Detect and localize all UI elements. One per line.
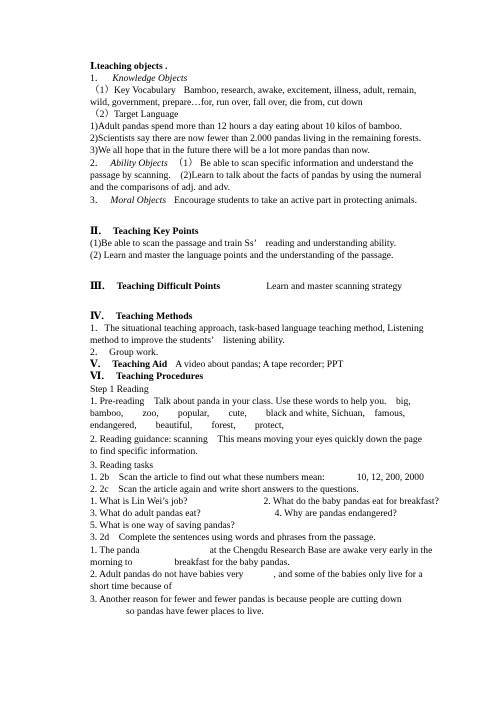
section-5-title: Ⅴ． Teaching Aid [90, 359, 168, 370]
question: 1. What is Lin Wei’s job? [90, 496, 188, 507]
body-text: （1） Be able to scan specific information and understand the [173, 158, 414, 169]
sentence-1 [90, 545, 433, 556]
step-heading: Step 1 Reading [90, 384, 149, 395]
sentence-1-cont [90, 557, 420, 568]
section-4-title: Ⅳ． Teaching Methods [90, 311, 193, 322]
sentence-text: 3. Another reason for fewer and fewer pandas is because people are cutting down [90, 594, 402, 605]
body-text: 1. Pre-reading Talk about panda in your class. Use these words to help you. big, [90, 396, 411, 407]
vocabulary-words: Bamboo, research, awake, excitement, illness, adult, remain, [183, 85, 417, 96]
target-sentence: 3)We all hope that in the future there will be a lot more pandas than now. [90, 145, 370, 156]
body-text: to find specific information. [90, 446, 198, 457]
sentence-text: breakfast for the baby pandas. [174, 557, 290, 568]
body-text: Learn and master scanning strategy [266, 281, 403, 292]
question: 4. Why are pandas endangered? [274, 508, 397, 519]
body-text: Encourage students to take an active part in protecting animals. [174, 195, 418, 206]
item-number: 3． [90, 195, 105, 206]
question: 3. What do adult pandas eat? [90, 508, 201, 519]
body-text: 2. Reading guidance: scanning This means moving your eyes quickly down the page [90, 434, 422, 445]
key-vocabulary-line [90, 85, 420, 96]
subheading-label: Moral Objects [110, 195, 167, 206]
item-number: 2． [90, 158, 105, 169]
knowledge-objects-heading [90, 73, 420, 84]
sentence-text: short time because of [90, 581, 172, 592]
subheading-label: Ability Objects [110, 158, 168, 169]
target-sentence: 2)Scientists say there are now fewer than 2.000 pandas living in the remaining forests. [90, 133, 422, 144]
body-text: 3. 2d Complete the sentences using words and phrases from the passage. [90, 532, 376, 543]
target-language-heading: （2）Target Language [90, 109, 179, 120]
section-5-line [90, 359, 420, 370]
section-6-title: Ⅵ． Teaching Procedures [90, 371, 204, 382]
sentence-text: so pandas have fewer places to live. [126, 606, 264, 617]
sentence-text: morning to [90, 557, 133, 568]
sentence-2 [90, 569, 423, 580]
item-number: （1） [90, 85, 114, 96]
subheading-label: Knowledge Objects [112, 73, 188, 84]
ability-objects-line [90, 158, 420, 169]
sentence-text: 1. The panda [90, 545, 140, 556]
question-row [90, 508, 420, 519]
question: 2. What do the baby pandas eat for breakfast? [263, 496, 439, 507]
body-text: 1. 2b Scan the article to find out what these numbers mean: [90, 472, 325, 483]
target-sentence: 1)Adult pandas spend more than 12 hours a day eating about 10 kilos of bamboo. [90, 121, 403, 132]
body-text: 1．The situational teaching approach, task-based language teaching method, Listening [90, 323, 424, 334]
sentence-3-cont [90, 606, 420, 617]
body-text: endangered, beautiful, forest, protect, [90, 420, 284, 431]
question: 5. What is one way of saving pandas? [90, 520, 235, 531]
body-text: passage by scanning. (2)Learn to talk about the facts of pandas by using the numeral [90, 170, 422, 181]
sentence-text: , and some of the babies only live for a [273, 569, 423, 580]
body-text: bamboo, zoo, popular, cute, black and white, Sichuan, famous, [90, 408, 406, 419]
task-2b-line [90, 472, 424, 483]
sentence-text: 2. Adult pandas do not have babies very [90, 569, 244, 580]
sentence-text: at the Chengdu Research Base are awake very early in the [209, 545, 433, 556]
question-row [90, 496, 439, 507]
section-3-title: Ⅲ． Teaching Difficult Points [90, 281, 221, 292]
body-text: 2. 2c Scan the article again and write short answers to the questions. [90, 484, 359, 495]
section-3-line [90, 281, 420, 292]
number-list: 10, 12, 200, 2000 [356, 472, 424, 483]
body-text: 2． Group work. [90, 347, 159, 358]
body-text: A video about pandas; A tape recorder; PPT [175, 359, 344, 370]
subheading-label: Key Vocabulary [113, 85, 176, 96]
body-text: (2) Learn and master the language points and the understanding of the passage. [90, 250, 394, 261]
body-text: method to improve the students’ listening ability. [90, 335, 285, 346]
section-1-title: Ⅰ.teaching objects . [90, 61, 168, 72]
moral-objects-line [90, 195, 420, 206]
body-text: and the comparisons of adj. and adv. [90, 182, 231, 193]
section-2-title: Ⅱ． Teaching Key Points [90, 226, 199, 237]
body-text: (1)Be able to scan the passage and train Ss’ reading and understanding ability. [90, 238, 397, 249]
vocabulary-words: wild, government, prepare…for, run over, fall over, die from, cut down [90, 97, 363, 108]
body-text: 3. Reading tasks [90, 460, 154, 471]
item-number: 1． [90, 73, 105, 84]
